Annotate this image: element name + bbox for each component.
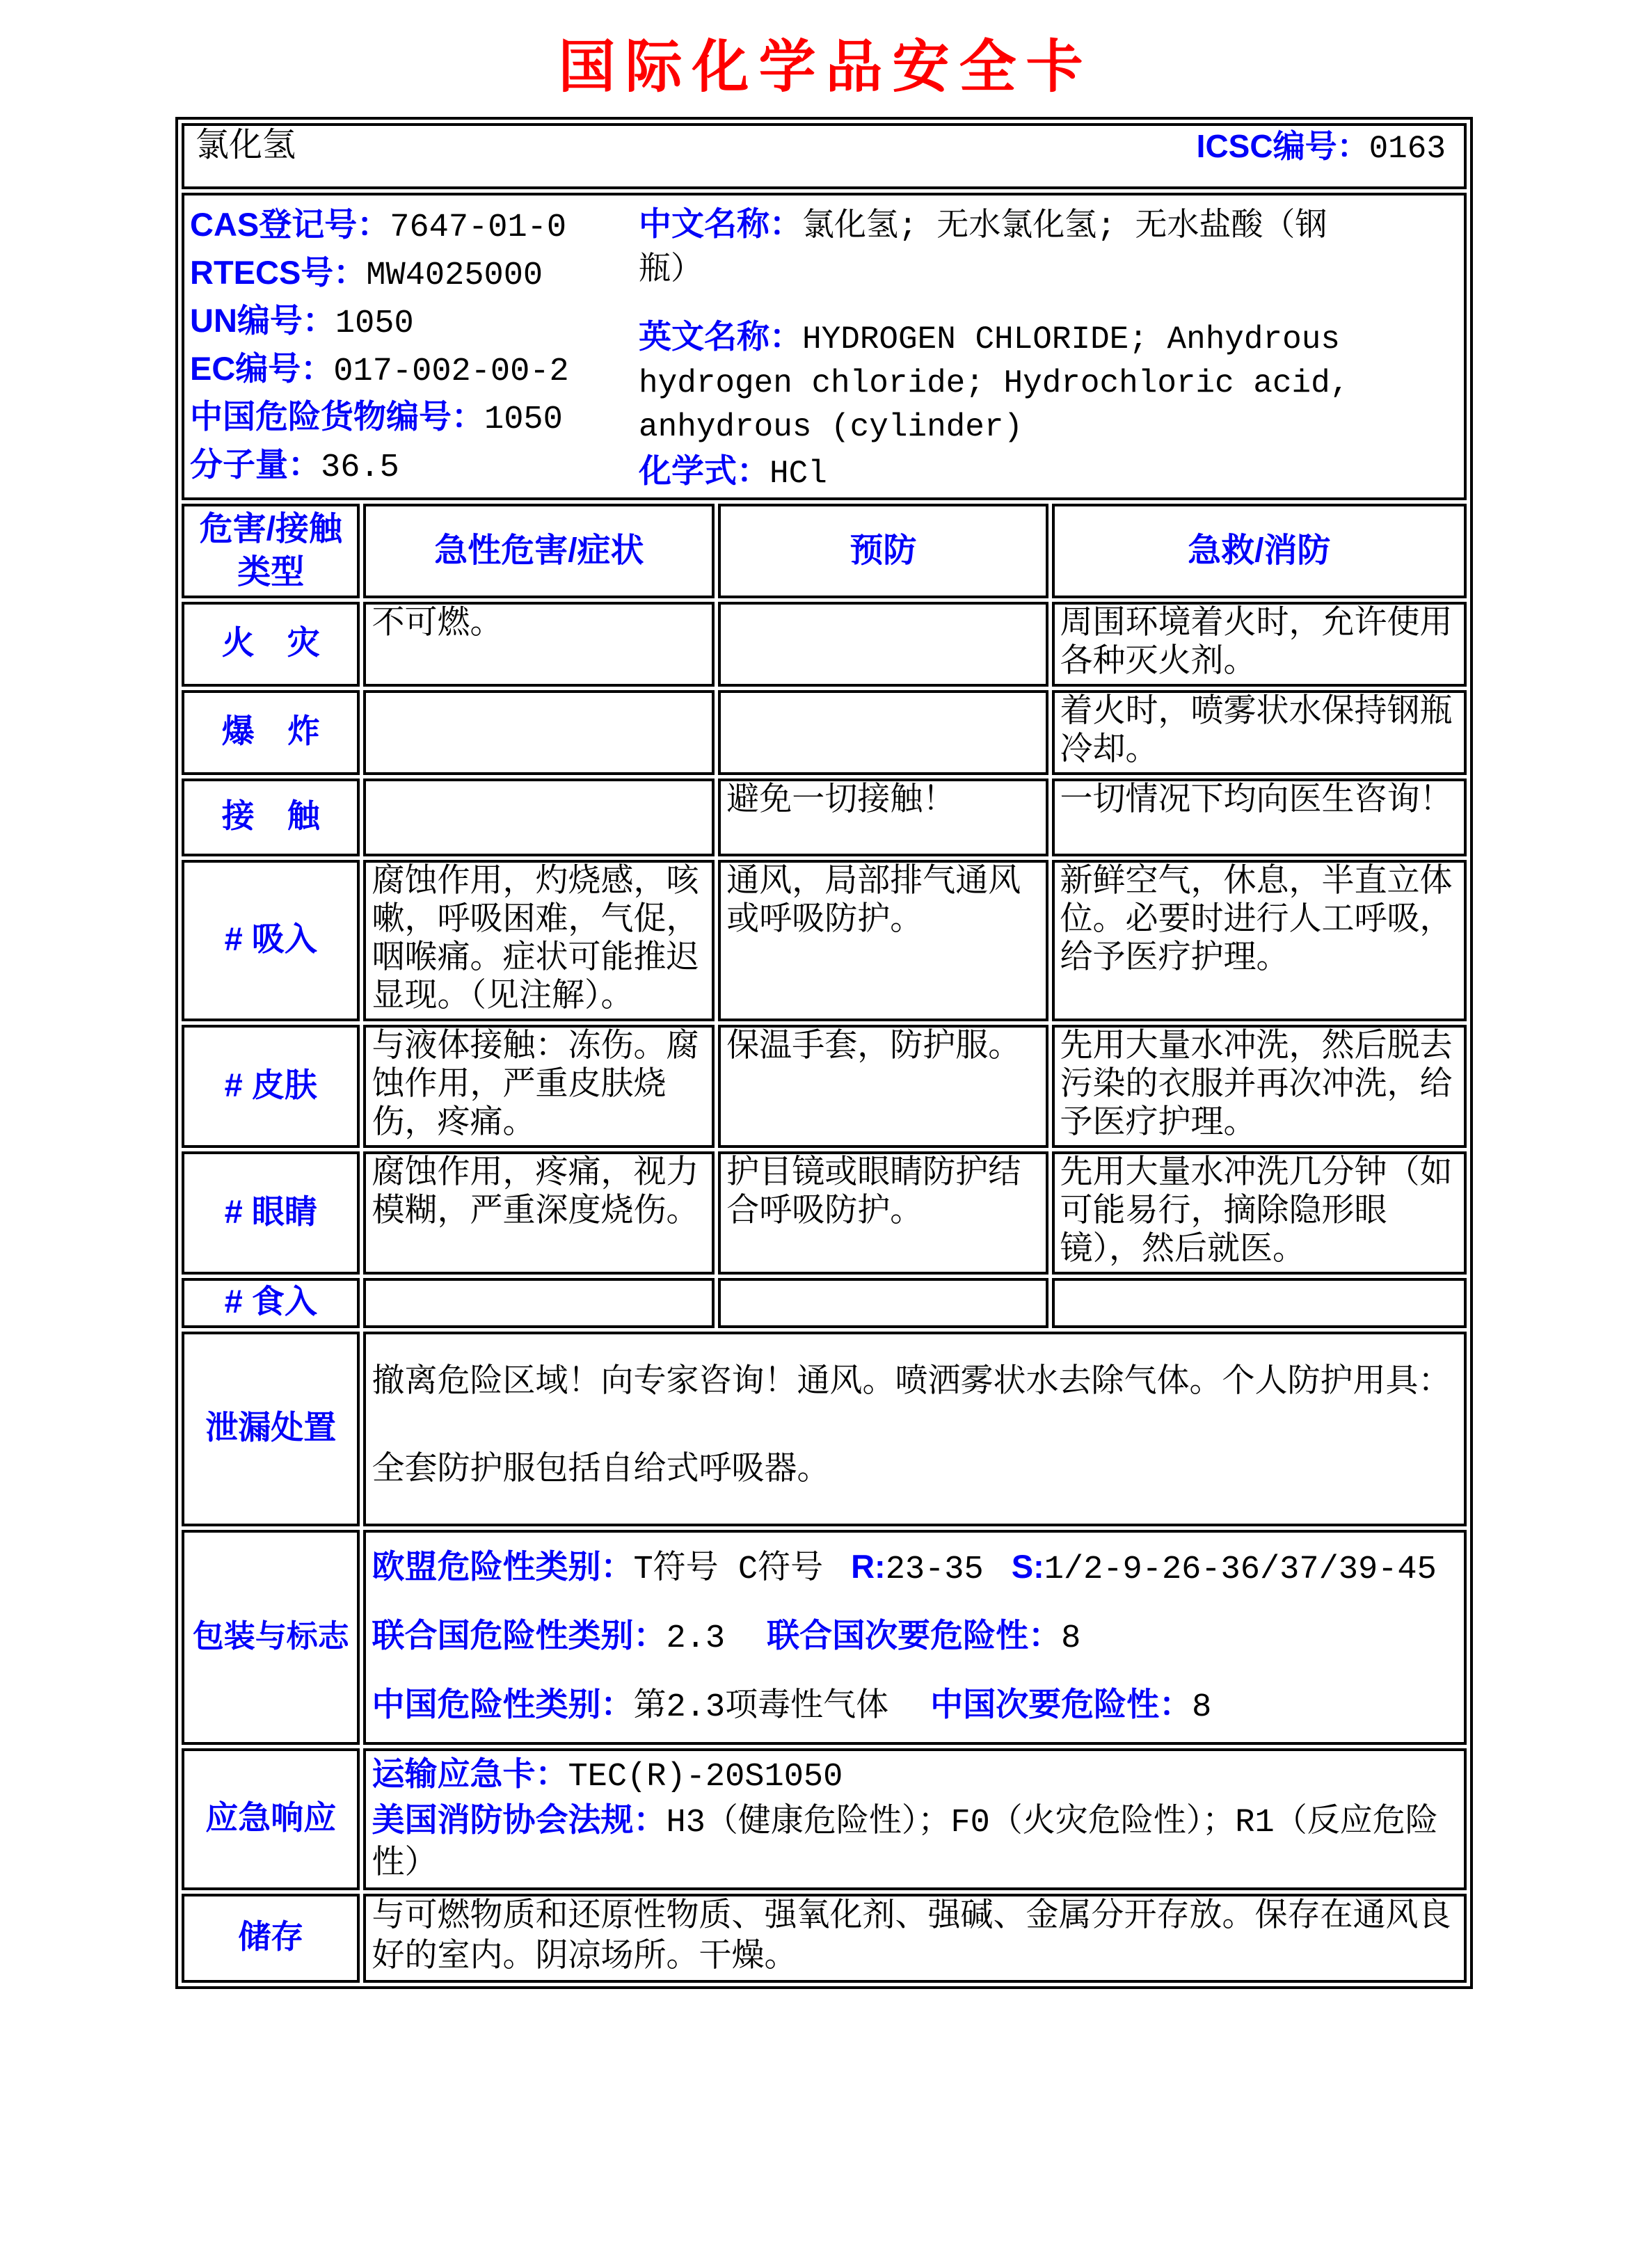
ingestion-first-aid-cell (1052, 1278, 1467, 1328)
contact-prevention-cell: 避免一切接触！ (718, 778, 1048, 856)
icsc-label: ICSC编号： (1196, 128, 1369, 164)
english-name: 英文名称：HYDROGEN CHLORIDE; Anhydrous hydrogen chloride; Hydrochloric acid, anhydrous (cylinder) (639, 318, 1350, 445)
storage-cell: 与可燃物质和还原性物质、强氧化剂、强碱、金属分开存放。保存在通风良好的室内。阴凉场所。干燥。 (363, 1894, 1467, 1983)
packaging-row (182, 1530, 1467, 1745)
hazard-row-ingestion (182, 1278, 1467, 1328)
packaging-cell (363, 1530, 1467, 1745)
hazard-row-eyes (182, 1151, 1467, 1275)
registry-numbers (190, 202, 639, 496)
row-label-eyes: # 眼睛 (182, 1151, 360, 1275)
storage-row (182, 1894, 1467, 1983)
page-title: 国际化学品安全卡 (558, 33, 1093, 100)
col-header-symptoms: 急性危害/症状 (363, 504, 715, 598)
row-label-explosion: 爆 炸 (182, 690, 360, 775)
hazard-row-contact (182, 778, 1467, 856)
contact-first-aid-cell: 一切情况下均向医生咨询！ (1052, 778, 1467, 856)
fire-symptoms-cell: 不可燃。 (363, 602, 715, 687)
ingestion-prevention-cell (718, 1278, 1048, 1328)
hazard-row-fire (182, 602, 1467, 687)
row-label-ingestion: # 食入 (182, 1278, 360, 1328)
fire-prevention-cell (718, 602, 1048, 687)
eyes-symptoms-cell: 腐蚀作用，疼痛，视力模糊，严重深度烧伤。 (363, 1151, 715, 1275)
explosion-symptoms-cell (363, 690, 715, 775)
emergency-response-row (182, 1748, 1467, 1890)
un-hazard-class-line: 联合国危险性类别：2.3 联合国次要危险性：8 (372, 1617, 1081, 1657)
ingestion-symptoms-cell (363, 1278, 715, 1328)
substance-header-row (182, 123, 1467, 189)
identification-cell (182, 193, 1467, 500)
icsc-value: 0163 (1369, 131, 1446, 167)
inhalation-first-aid-cell: 新鲜空气，休息，半直立体位。必要时进行人工呼吸，给予医疗护理。 (1052, 860, 1467, 1021)
icsc-number (1197, 127, 1458, 168)
skin-symptoms-cell: 与液体接触：冻伤。腐蚀作用，严重皮肤烧伤，疼痛。 (363, 1025, 715, 1148)
transport-emergency-card-line: 运输应急卡：TEC(R)-20S1050 (372, 1755, 843, 1796)
identification-row (182, 193, 1467, 500)
cas-number: CAS登记号：7647-01-0 (190, 206, 567, 246)
col-header-hazard-type: 危害/接触类型 (182, 504, 360, 598)
eyes-prevention-cell: 护目镜或眼睛防护结合呼吸防护。 (718, 1151, 1048, 1275)
hazard-row-explosion (182, 690, 1467, 775)
row-label-packaging: 包装与标志 (182, 1530, 360, 1745)
row-label-emergency-response: 应急响应 (182, 1748, 360, 1890)
skin-prevention-cell: 保温手套，防护服。 (718, 1025, 1048, 1148)
un-number: UN编号：1050 (190, 302, 414, 342)
safety-card-table (175, 117, 1473, 1989)
row-label-spill-disposal: 泄漏处置 (182, 1332, 360, 1526)
nfpa-code-line: 美国消防协会法规：H3（健康危险性）；F0（火灾危险性）；R1（反应危险性） (372, 1801, 1438, 1883)
hazard-header-row (182, 504, 1467, 598)
col-header-prevention: 预防 (718, 504, 1048, 598)
row-label-skin: # 皮肤 (182, 1025, 360, 1148)
china-dg-number: 中国危险货物编号：1050 (190, 398, 563, 438)
rtecs-number: RTECS号：MW4025000 (190, 254, 543, 294)
hazard-row-skin (182, 1025, 1467, 1148)
skin-first-aid-cell: 先用大量水冲洗，然后脱去污染的衣服并再次冲洗，给予医疗护理。 (1052, 1025, 1467, 1148)
eu-hazard-class-line: 欧盟危险性类别：T符号 C符号 R:23-35 S:1/2-9-26-36/37/39-45 (372, 1548, 1437, 1588)
substance-header-cell (182, 123, 1467, 189)
spill-disposal-cell: 撤离危险区域！向专家咨询！通风。喷洒雾状水去除气体。个人防护用具：全套防护服包括自给式呼吸器。 (363, 1332, 1467, 1526)
row-label-contact: 接 触 (182, 778, 360, 856)
eyes-first-aid-cell: 先用大量水冲洗几分钟（如可能易行，摘除隐形眼镜），然后就医。 (1052, 1151, 1467, 1275)
china-hazard-class-line: 中国危险性类别：第2.3项毒性气体 中国次要危险性：8 (372, 1686, 1212, 1726)
row-label-inhalation: # 吸入 (182, 860, 360, 1021)
ec-number: EC编号：017-002-00-2 (190, 350, 569, 390)
chemical-formula: 化学式：HCl (639, 452, 827, 492)
row-label-storage: 储存 (182, 1894, 360, 1983)
explosion-first-aid-cell: 着火时，喷雾状水保持钢瓶冷却。 (1052, 690, 1467, 775)
substance-names (639, 202, 1359, 496)
col-header-first-aid: 急救/消防 (1052, 504, 1467, 598)
emergency-response-cell (363, 1748, 1467, 1890)
spill-disposal-row (182, 1332, 1467, 1526)
molecular-weight: 分子量：36.5 (190, 446, 399, 486)
explosion-prevention-cell (718, 690, 1048, 775)
hazard-row-inhalation (182, 860, 1467, 1021)
fire-first-aid-cell: 周围环境着火时，允许使用各种灭火剂。 (1052, 602, 1467, 687)
substance-name: 氯化氢 (196, 129, 296, 166)
contact-symptoms-cell (363, 778, 715, 856)
inhalation-symptoms-cell: 腐蚀作用，灼烧感，咳嗽，呼吸困难，气促，咽喉痛。症状可能推迟显现。（见注解）。 (363, 860, 715, 1021)
inhalation-prevention-cell: 通风，局部排气通风或呼吸防护。 (718, 860, 1048, 1021)
chinese-name: 中文名称：氯化氢; 无水氯化氢; 无水盐酸（钢瓶） (639, 205, 1327, 289)
row-label-fire: 火 灾 (182, 602, 360, 687)
